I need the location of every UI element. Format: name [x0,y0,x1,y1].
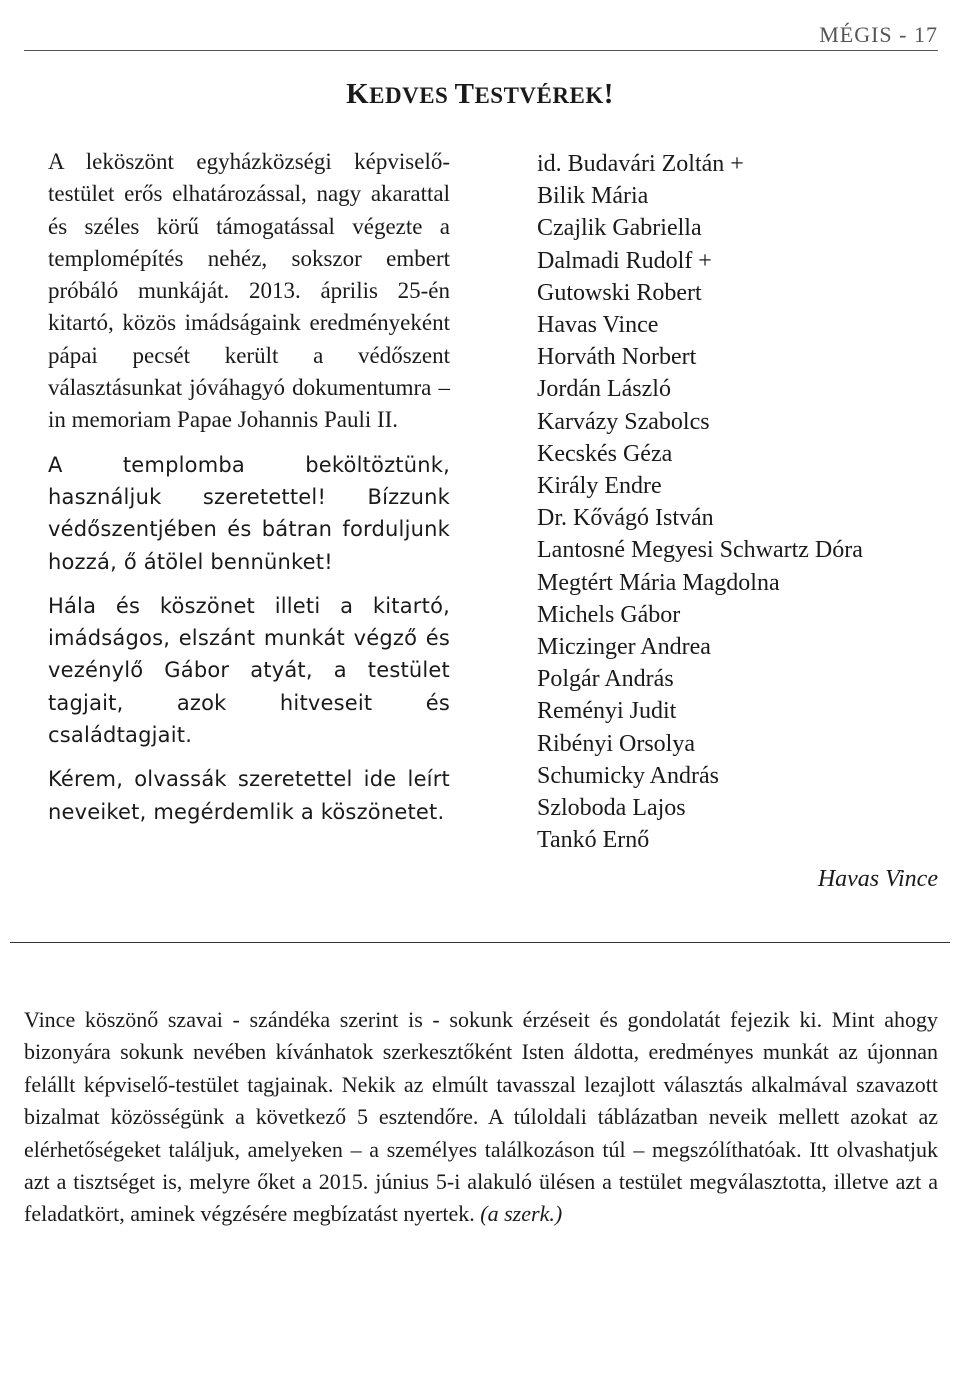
list-item: Karvázy Szabolcs [537,408,710,435]
list-item: Miczinger Andrea [537,634,711,661]
list-item: Havas Vince [537,312,659,339]
signature: Havas Vince [817,866,938,892]
title-initial-2: T [454,78,475,110]
list-item: Polgár András [537,666,674,693]
list-item: Tankó Ernő [537,827,650,854]
list-item: Czajlik Gabriella [537,215,702,242]
paragraph-request: Kérem, olvassák szeretettel ide leírt neveiket, megérdemlik a köszönetet. [48,767,450,824]
member-name-list [537,148,937,856]
list-item: Jordán László [537,376,671,403]
editor-note-text: Vince köszönő szavai - szándéka szerint is - sokunk érzéseit és gondolatát fejezik ki. Mint ahogy bizonyára sokunk nevében kívánhatok szerkesztőként Isten áldotta, eredményes munkát az újonnan felállt képviselő-testület tagjainak. Nekik az elmúlt tavasszal lezajlott választás alkalmával szavazott bizalmat közösségünk a következő 5 esztendőre. A túloldali táblázatban neveik mellett azokat az elérhetőségeket találjuk, amelyeken – a személyes találkozáson túl – megszólíthatóak. Itt olvashatjuk azt a tisztséget is, melyre őket a 2015. június 5-i alakuló ülésen a testület megválasztotta, illetve azt a feladatkört, aminek végzésére megbízatást nyertek. [24,1007,938,1227]
title-initial-1: K [346,78,370,110]
paragraph-thanks: Hála és köszönet illeti a kitartó, imádságos, elszánt munkát végző és vezénylő Gábor atyát, a testület tagjait, azok hitveseit és családtagjait. [48,593,450,748]
list-item: Ribényi Orsolya [537,730,695,757]
letter-body [48,146,450,840]
list-item: Király Endre [537,473,662,500]
list-item: Kecskés Géza [537,440,673,467]
editor-note [24,1004,938,1231]
list-item: Dr. Kővágó István [537,505,714,532]
running-header [24,20,938,51]
list-item: Schumicky András [537,762,719,789]
list-item: Gutowski Robert [537,279,702,306]
article-title [0,78,960,111]
list-item: Megtért Mária Magdolna [537,569,780,596]
list-item: Dalmadi Rudolf + [537,247,712,274]
list-item: id. Budavári Zoltán + [537,151,744,177]
paragraph-intro: A leköszönt egyházközségi képviselő-testület erős elhatározással, nagy akarattal és széles körű támogatással végezte a templomépítés nehéz, sokszor embert próbáló munkáját. 2013. április 25-én kitartó, közös imádságaink eredményeként pápai pecsét került a védőszent választásunkat jóváhagyó dokumentumra – in memoriam Papae Johannis Pauli II. [48,149,450,433]
list-item: Bilik Mária [537,183,649,210]
paragraph-church: A templomba beköltöztünk, használjuk szeretettel! Bízzunk védőszentjében és bátran forduljunk hozzá, ő átölel bennünket! [48,452,450,574]
list-item: Michels Gábor [537,601,681,628]
list-item: Reményi Judit [537,698,677,725]
title-rest-1: EDVES [369,83,455,108]
title-rest-2: ESTVÉREK [474,83,604,108]
list-item: Horváth Norbert [537,344,697,371]
title-end: ! [603,78,614,110]
running-title: MÉGIS - 17 [819,22,938,47]
list-item: Szloboda Lajos [537,795,686,822]
editor-credit: (a szerk.) [480,1201,563,1227]
section-divider [10,942,950,945]
list-item: Lantosné Megyesi Schwartz Dóra [537,537,863,564]
